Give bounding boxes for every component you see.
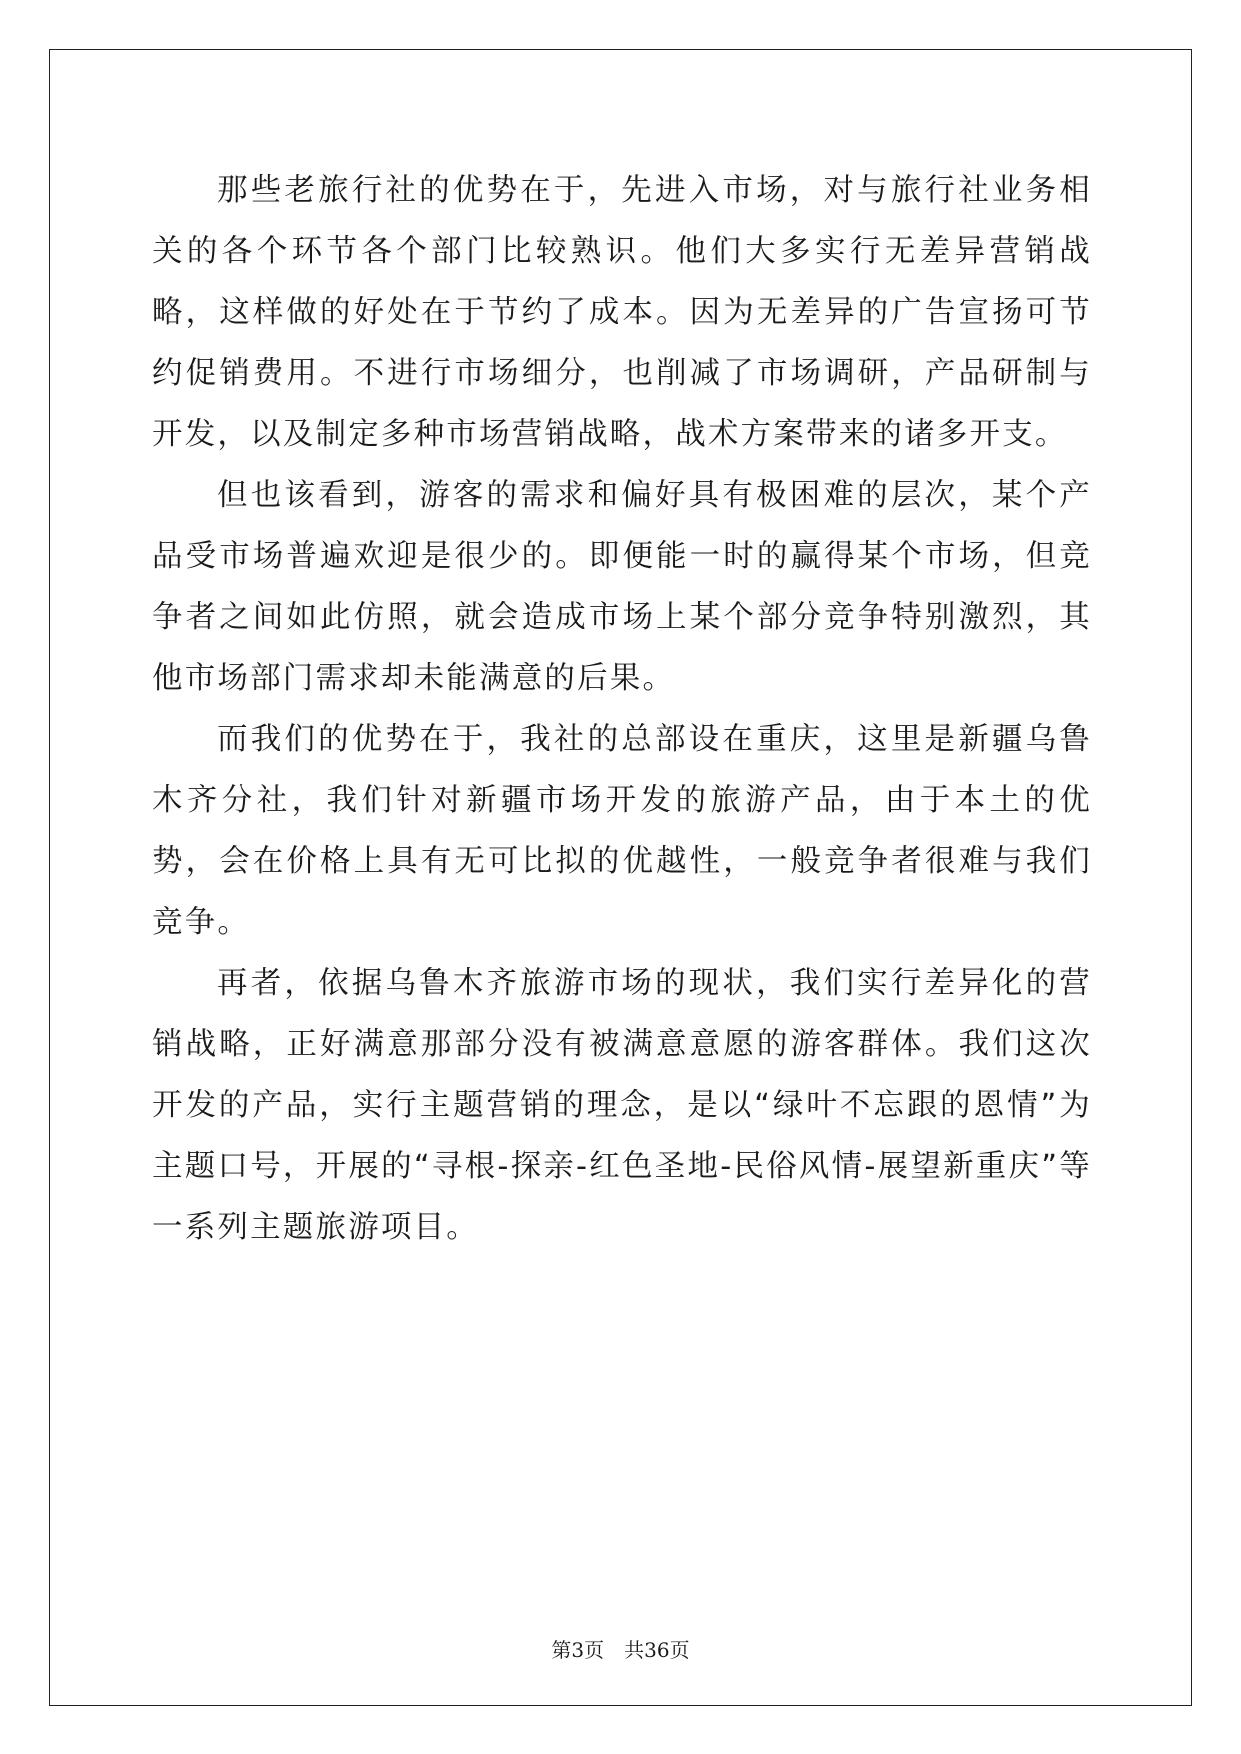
paragraph: 再者，依据乌鲁木齐旅游市场的现状，我们实行差异化的营销战略，正好满意那部分没有被满意意愿的游客群体。我们这次开发的产品，实行主题营销的理念，是以“绿叶不忘跟的恩情”为主题口号，开展的“寻根-探亲-红色圣地-民俗风情-展望新重庆”等一系列主题旅游项目。 bbox=[152, 966, 1092, 1245]
paragraph: 但也该看到，游客的需求和偏好具有极困难的层次，某个产品受市场普遍欢迎是很少的。即便能一时的赢得某个市场，但竞争者之间如此仿照，就会造成市场上某个部分竞争特别激烈，其他市场部门需求却未能满意的后果。 bbox=[152, 478, 1092, 696]
page-number-footer: 第3页 共36页 bbox=[551, 1638, 690, 1662]
document-body bbox=[152, 160, 1092, 1258]
paragraph: 而我们的优势在于，我社的总部设在重庆，这里是新疆乌鲁木齐分社，我们针对新疆市场开发的旅游产品，由于本土的优势，会在价格上具有无可比拟的优越性，一般竞争者很难与我们竞争。 bbox=[152, 722, 1092, 940]
paragraph: 那些老旅行社的优势在于，先进入市场，对与旅行社业务相关的各个环节各个部门比较熟识。他们大多实行无差异营销战略，这样做的好处在于节约了成本。因为无差异的广告宣扬可节约促销费用。不进行市场细分，也削减了市场调研，产品研制与开发，以及制定多种市场营销战略，战术方案带来的诸多开支。 bbox=[152, 173, 1092, 452]
